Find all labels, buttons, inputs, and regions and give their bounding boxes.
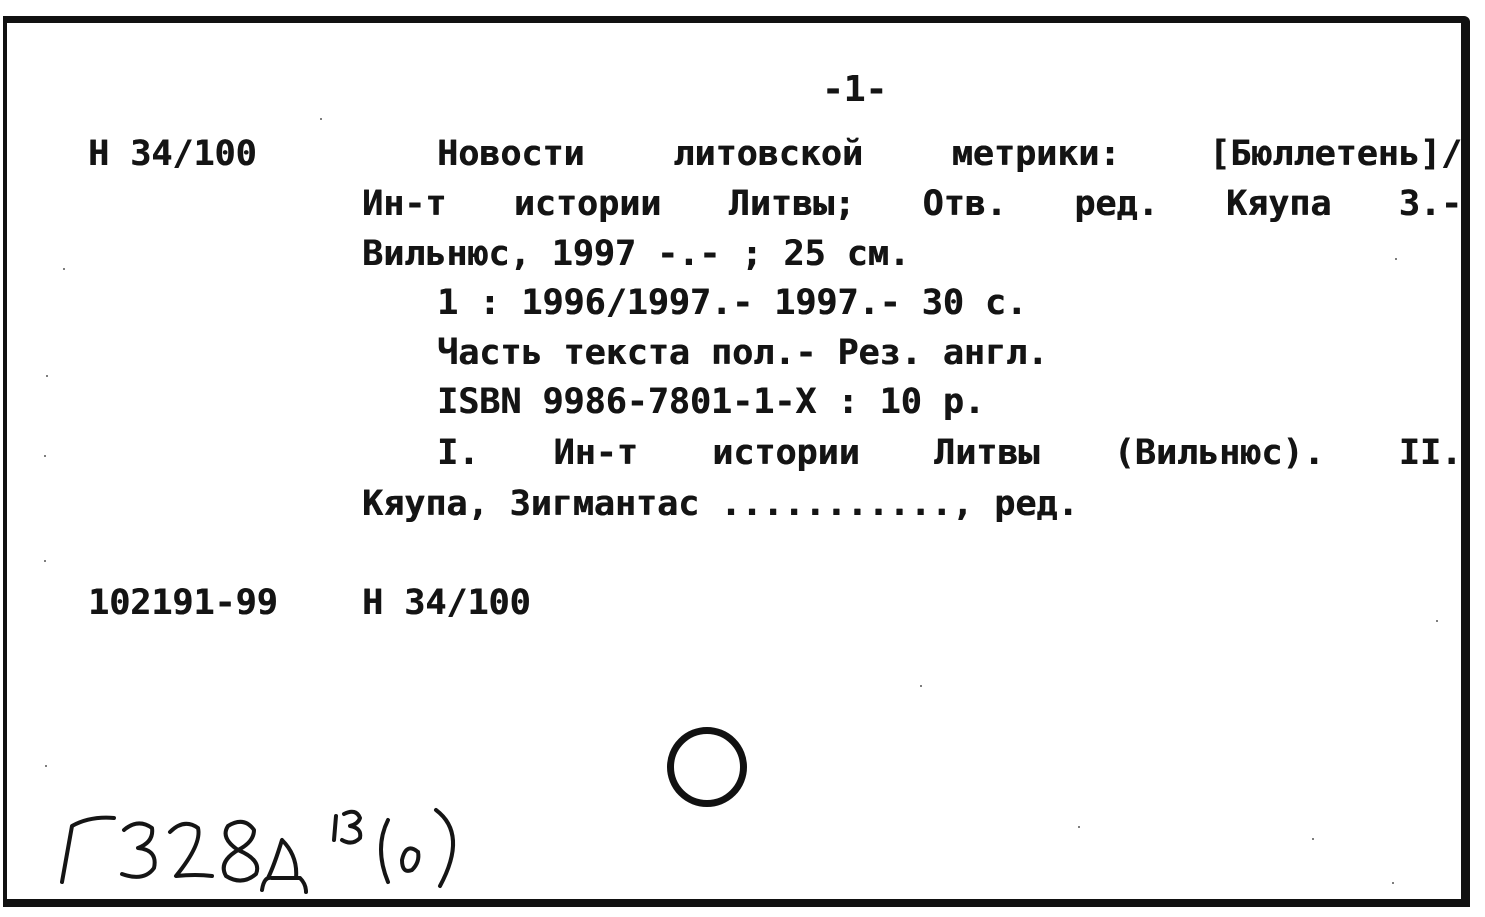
paper-speck — [1078, 826, 1080, 828]
shelf-mark: Н 34/100 — [88, 134, 257, 174]
title-word: [Бюллетень]/ — [1209, 134, 1462, 174]
paper-speck — [1312, 838, 1314, 840]
line-word: Кяупа — [1225, 184, 1332, 224]
handwritten-note — [50, 790, 510, 900]
paper-speck — [44, 455, 46, 457]
accession-number: 102191-99 — [88, 583, 278, 623]
line-word: Ин-т — [362, 184, 447, 224]
line-word: I. — [437, 433, 480, 473]
paper-speck — [1395, 258, 1397, 260]
line-word: З.- — [1398, 184, 1462, 224]
line-word: Ин-т — [553, 433, 638, 473]
imprint-line: Вильнюс, 1997 -.- ; 25 см. — [362, 234, 910, 274]
line-word: истории — [513, 184, 662, 224]
title-word: литовской — [673, 134, 863, 174]
isbn-line: ISBN 9986-7801-1-X : 10 р. — [437, 382, 985, 422]
paper-speck — [1392, 882, 1394, 884]
title-word: метрики: — [951, 134, 1121, 174]
line-word: (Вильнюс). — [1113, 433, 1325, 473]
added-entries-line — [437, 433, 1462, 473]
paper-speck — [63, 268, 65, 270]
paper-speck — [46, 375, 48, 377]
paper-speck — [45, 765, 47, 767]
paper-speck — [920, 685, 922, 687]
language-note: Часть текста пол.- Рез. англ. — [437, 333, 1049, 373]
responsibility-line — [362, 184, 1462, 224]
punch-hole — [667, 727, 747, 807]
editor-line: Кяупа, Зигмантас ..........., ред. — [362, 484, 1079, 524]
volume-line: 1 : 1996/1997.- 1997.- 30 с. — [437, 283, 1028, 323]
line-word: истории — [712, 433, 860, 473]
line-word: II. — [1398, 433, 1462, 473]
line-word: Отв. — [922, 184, 1007, 224]
bottom-shelf-mark: Н 34/100 — [362, 583, 531, 623]
line-word: Литвы; — [728, 184, 856, 224]
paper-speck — [1436, 620, 1438, 622]
title-line — [437, 134, 1462, 174]
title-word: Новости — [437, 134, 585, 174]
line-word: ред. — [1074, 184, 1159, 224]
paper-speck — [320, 118, 322, 120]
line-word: Литвы — [934, 433, 1040, 473]
paper-speck — [44, 560, 46, 562]
page-number: -1- — [822, 69, 888, 110]
